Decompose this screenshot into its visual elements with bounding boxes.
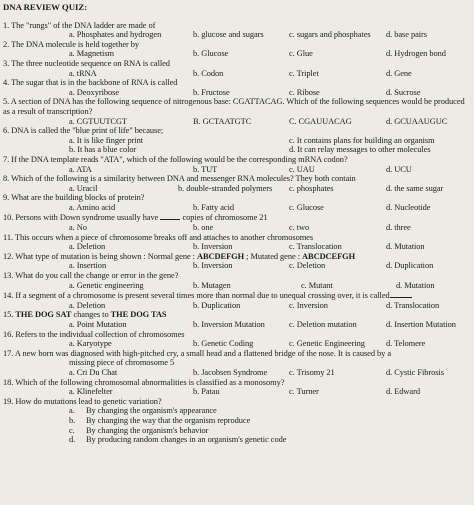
question-3: 3. The three nucleotide sequence on RNA is called	[3, 58, 170, 68]
q11-option-c: c. Translocation	[289, 242, 342, 252]
q19-option-b-text: By changing the way that the organism reproduce	[86, 415, 251, 425]
q14-blank	[390, 290, 412, 298]
q1-option-b: b. glucose and sugars	[193, 30, 264, 40]
q11-option-d: d. Mutation	[386, 242, 425, 252]
q17-option-a: a. Cri Du Chat	[69, 367, 118, 377]
q13-option-d: d. Mutation	[396, 280, 435, 290]
q19-option-c-letter: c.	[69, 425, 75, 435]
q15-option-a: a. Point Mutation	[69, 320, 127, 329]
q16-option-b: b. Genetic Coding	[193, 339, 254, 349]
question-8-options	[3, 184, 474, 194]
question-18: 18. Which of the following chromosomal abnormalities is classified as a monosomy?	[3, 377, 285, 387]
q19-option-d	[3, 435, 474, 445]
q10-text-before: 10. Persons with Down syndrome usually have	[3, 213, 159, 223]
q3-option-d: d. Gene	[386, 68, 412, 78]
q19-option-c	[3, 426, 474, 436]
question-1-options	[3, 30, 474, 40]
q4-option-a: a. Deoxyribose	[69, 87, 119, 97]
q19-option-d-letter: d.	[69, 435, 76, 445]
question-7-options	[3, 165, 474, 175]
question-5: 5. A section of DNA has the following sequence of nitrogenous base: CGATTACAG. Which of the following sequences would be produced as a result of transcription?	[3, 97, 465, 116]
q12-option-c: c. Deletion	[289, 261, 326, 271]
question-6-options-row2	[3, 145, 474, 155]
question-12	[3, 252, 474, 262]
q7-option-b: b. TUT	[193, 164, 218, 174]
question-1: 1. The "rungs" of the DNA ladder are made of	[3, 20, 156, 30]
question-2: 2. The DNA molecule is held together by	[3, 39, 140, 49]
q9-option-d: d. Nucleotide	[386, 202, 431, 212]
q3-option-a: a. tRNA	[69, 68, 97, 78]
q12-normal-gene: ABCDEFGH	[197, 251, 245, 261]
q13-option-a: a. Genetic engineering	[69, 280, 144, 290]
q5-option-c: C. CGAUUACAG	[289, 116, 352, 126]
q10-option-b: b. one	[193, 223, 214, 233]
q1-option-c: c. sugars and phosphates	[289, 30, 371, 40]
q1-option-d: d. base pairs	[386, 30, 427, 40]
q3-option-c: c. Triplet	[289, 68, 319, 78]
q12-text-before: 12. What type of mutation is being shown : Normal gene :	[3, 251, 198, 261]
q14-option-b: b. Duplication	[193, 300, 241, 310]
question-17: 17. A new born was diagnosed with high-pitched cry, a small head and a flattened bridge of the nose. It is caused by a	[3, 348, 392, 358]
question-19: 19. How do mutations lead to genetic variation?	[3, 396, 162, 406]
question-16-options	[3, 339, 474, 349]
question-5-options	[3, 117, 474, 127]
q17-option-b: b. Jacobsen Syndrome	[193, 367, 268, 377]
question-15	[3, 310, 474, 320]
q8-option-a: a. Uracil	[69, 183, 98, 193]
q12-option-d: d. Duplication	[386, 261, 434, 271]
q3-option-b: b. Codon	[193, 68, 224, 78]
question-8: 8. Which of the following is a similarity between DNA and messenger RNA molecules? They both contain	[3, 174, 356, 184]
q2-option-c: c. Glue	[289, 49, 313, 59]
q16-option-c: c. Genetic Engineering	[289, 339, 365, 349]
question-4-options	[3, 88, 474, 98]
q15-option-d: d. Insertion Mutation	[386, 320, 456, 329]
q10-option-a: a. No	[69, 223, 87, 233]
q19-option-a-text: By changing the organism's appearance	[86, 406, 217, 416]
question-6: 6. DNA is called the "blue print of life" because;	[3, 126, 164, 136]
q19-option-c-text: By changing the organism's behavior	[86, 425, 209, 435]
q15-option-b: b. Inversion Mutation	[193, 320, 265, 329]
q6-option-a: a. It is like finger print	[69, 135, 144, 145]
question-11-options	[3, 242, 474, 252]
q8-option-c: c. phosphates	[289, 183, 334, 193]
q12-option-a: a. Insertion	[69, 261, 107, 271]
q13-option-c: c. Mutant	[301, 280, 333, 290]
q19-option-b-letter: b.	[69, 415, 76, 425]
q14-option-a: a. Deletion	[69, 300, 106, 310]
q14-text: 14. If a segment of a chromosome is present several times more than normal due to unequal crossing over, it is called	[3, 291, 390, 301]
question-6-options-row1	[3, 136, 474, 146]
q19-option-b	[3, 416, 474, 426]
q17-option-d: d. Cystic Fibrosis	[386, 367, 444, 377]
q1-option-a: a. Phosphates and hydrogen	[69, 30, 162, 40]
q15-text-before: 15.	[3, 310, 16, 320]
q12-option-b: b. Inversion	[193, 261, 233, 271]
question-7: 7. If the DNA template reads "ATA", which of the following would be the corresponding mRNA codon?	[3, 154, 348, 164]
q15-option-c: c. Deletion mutation	[289, 320, 357, 329]
q14-option-c: c. Inversion	[289, 300, 328, 310]
q10-option-c: c. two	[289, 223, 310, 233]
q6-option-d: d. It can relay messages to other molecules	[289, 145, 431, 155]
question-2-options	[3, 49, 474, 59]
q11-option-a: a. Deletion	[69, 242, 106, 252]
q15-original: THE DOG SAT	[15, 310, 72, 320]
question-14-options	[3, 301, 474, 311]
q19-option-a-letter: a.	[69, 406, 75, 416]
question-12-options	[3, 261, 474, 271]
q2-option-d: d. Hydrogen bond	[386, 49, 446, 59]
q9-option-a: a. Amino acid	[69, 202, 116, 212]
q14-option-d: d. Translocation	[386, 300, 440, 310]
q10-option-d: d. three	[386, 223, 411, 233]
q11-option-b: b. Inversion	[193, 242, 233, 252]
q7-option-a: a. ATA	[69, 164, 92, 174]
q6-option-b: b. It has a blue color	[69, 145, 137, 155]
question-16: 16. Refers to the individual collection of chromosomes	[3, 329, 185, 339]
q7-option-d: d. UCU	[386, 164, 412, 174]
q16-option-d: d. Telomere	[386, 339, 426, 349]
q8-option-d: d. the same sugar	[386, 183, 444, 193]
q9-option-b: b. Fatty acid	[193, 202, 234, 212]
q10-blank	[160, 212, 180, 220]
question-17-continued: missing piece of chromosome 5	[69, 358, 175, 368]
q2-option-b: b. Glucose	[193, 49, 229, 59]
q15-changed: THE DOG TAS	[110, 310, 167, 320]
question-17-options	[3, 368, 474, 378]
question-11: 11. This occurs when a piece of chromosome breaks off and attaches to another chromosomes	[3, 232, 314, 242]
q10-text-after: copies of chromosome 21	[182, 213, 268, 223]
q2-option-a: a. Magnetism	[69, 49, 114, 59]
q5-option-d: d. GCUAAUGUC	[386, 116, 448, 126]
q5-option-b: B. GCTAATGTC	[193, 116, 252, 126]
q19-option-a	[3, 406, 474, 416]
question-14	[3, 290, 474, 301]
q8-option-b: b. double-stranded polymers	[178, 183, 273, 193]
q13-option-b: b. Mutagen	[193, 280, 231, 290]
q12-mutated-gene: ABCDCEFGH	[302, 251, 356, 261]
q16-option-a: a. Karyotype	[69, 339, 112, 349]
q5-option-a: a. CGTUUTCGT	[69, 116, 128, 126]
question-13-options	[3, 281, 474, 291]
q4-option-b: b. Fructose	[193, 87, 230, 97]
question-13: 13. What do you call the change or error in the gene?	[3, 271, 179, 281]
q12-text-mid: ; Mutated gene :	[244, 251, 303, 261]
question-18-options	[3, 387, 474, 397]
question-9: 9. What are the building blocks of protein?	[3, 193, 145, 203]
quiz-title: DNA REVIEW QUIZ:	[3, 2, 88, 12]
q18-option-a: a. Klinefelter	[69, 387, 113, 397]
question-10	[3, 212, 474, 223]
q9-option-c: c. Glucose	[289, 202, 324, 212]
q6-option-c: c. It contains plans for building an organism	[289, 135, 435, 145]
q4-option-c: c. Ribose	[289, 87, 320, 97]
q7-option-c: c. UAU	[289, 164, 315, 174]
q17-option-c: c. Trisomy 21	[289, 367, 335, 377]
q18-option-c: c. Turner	[289, 387, 319, 397]
q4-option-d: d. Sucrose	[386, 87, 421, 97]
q18-option-b: b. Patau	[193, 387, 220, 397]
question-10-options	[3, 223, 474, 233]
question-4: 4. The sugar that is in the backbone of RNA is called	[3, 78, 178, 88]
q18-option-d: d. Edward	[386, 387, 420, 397]
question-15-options	[3, 320, 474, 330]
q15-text-mid: changes to	[71, 310, 111, 320]
q19-option-d-text: By producing random changes in an organism's genetic code	[86, 435, 287, 445]
question-9-options	[3, 203, 474, 213]
question-3-options	[3, 69, 474, 79]
